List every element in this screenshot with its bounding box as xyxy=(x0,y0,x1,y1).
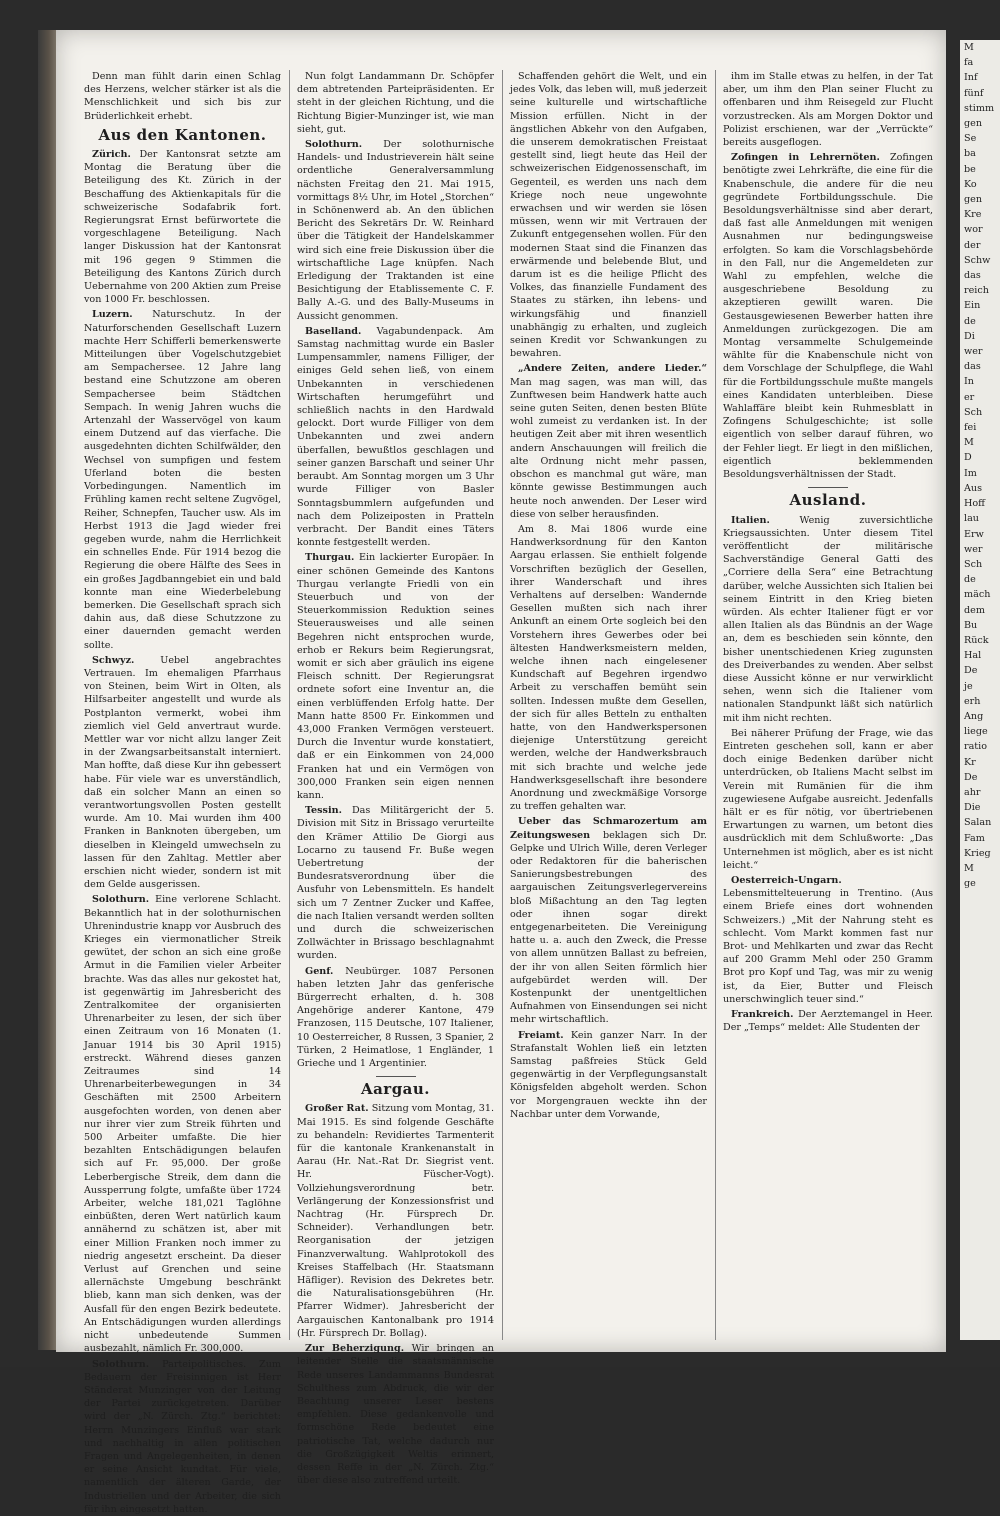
article-dateline: Schwyz. xyxy=(92,654,135,666)
adjacent-page-fragment: de xyxy=(964,574,976,586)
adjacent-page-fragment: gen xyxy=(964,194,982,206)
article-paragraph xyxy=(84,70,281,123)
article-dateline: Luzern. xyxy=(92,309,133,321)
adjacent-page-fragment: M xyxy=(964,862,974,874)
article-text: Schaffenden gehört die Welt, und ein jedes Volk, das leben will, muß jederzeit seine kulturelle und wirtschaftliche Mission erfüllen. Nicht in der ängstlichen Abkehr von den Aufgaben, die unserem demokratischen Freistaat gestellt sind, liegt heute das Heil der schweizerischen Eidgenossenschaft, im Gegenteil, es werden uns nach dem Kriege noch neue ungewohnte erwachsen und wir werden sie lösen müssen, wenn wir mit Vertrauen der Zukunft entgegensehen wollen. Für den modernen Staat sind die Finanzen das erwärmende und belebende Blut, und darum ist es die heilige Pflicht des Volkes, das finanzielle Fundament des Staates zu stärken, ihn lebens- und wirkungsfähig und finanziell unabhängig zu erhalten, und zugleich seinen Kredit vor Schwankungen zu bewahren. xyxy=(510,71,707,360)
column-4 xyxy=(723,70,933,1340)
article-text: Neubürger. 1087 Personen haben letzten Jahr das genferische Bürgerrecht erhalten, d. h. 308 Angehörige anderer Kantone, 479 Franzosen, 115 Deutsche, 107 Italiener, 10 Oesterreicher, 8 Russen, 3 Spanier, 2 Türken, 2 Heimatlose, 1 Engländer, 1 Grieche und 1 Argentinier. xyxy=(297,965,494,1070)
adjacent-page-fragment: Ang xyxy=(964,710,984,722)
article-dateline: Großer Rat. xyxy=(305,1103,369,1115)
adjacent-page-fragment: Aus xyxy=(964,482,983,494)
article-paragraph xyxy=(723,151,933,481)
adjacent-page-fragment: D xyxy=(964,452,972,464)
article-text: beklagen sich Dr. Gelpke und Ulrich Wille, deren Verleger oder Redaktoren für die baherischen Sanierungsbestrebungen des aargauischen Zeitungsverlegervereins bloß Mißachtung an den Tag legten oder ihnen sogar direkt entgegenarbeiteten. Die Vereinigung hatte u. a. auch den Zweck, die Presse von allem unnützen Ballast zu befreien, der ihr von allen Seiten förmlich hier aufgebürdet werden will. Der Kostenpunkt der unentgeltlichen Aufnahmen von Einsendungen sei nicht mehr wirtschaftlich. xyxy=(510,829,707,1026)
article-paragraph xyxy=(297,965,494,1071)
adjacent-page-fragment: erh xyxy=(964,695,981,707)
article-text: Der Kantonsrat setzte am Montag die Beratung über die Beteiligung des Kt. Zürich in der Beschaffung des Aktienkapitals für die schweizerische Sodafabrik fort. Regierungsrat Ernst befürwortete die vorgeschlagene Beteiligung. Nach langer Diskussion hat der Kantonsrat mit 196 gegen 9 Stimmen die Beteiligung des Kantons Zürich durch Uebernahme von 200 Aktien zum Preise von 1000 Fr. beschlossen. xyxy=(84,149,281,306)
adjacent-page-fragment: Schw xyxy=(964,254,991,266)
section-rule xyxy=(808,487,848,488)
section-heading: Aargau. xyxy=(360,1080,431,1099)
article-text: Am 8. Mai 1806 wurde eine Handwerksordnung für den Kanton Aargau erlassen. Sie enthielt folgende Vorschriften bezüglich der Gesellen, ihrer Wanderschaft und ihres Verhaltens auf derselben: Wandernde Gesellen mußten sich nach ihrer Ankunft an einem Orte sogleich bei den Vorstehern ihres Gewerbes oder bei ältesten Handwerksmeistern melden, welche ihnen nach eingelesener Kundschaft auf Begehren irgendwo Arbeit zu verschaffen bemüht sein sollten. Indessen mußte dem Gesellen, der sich für alles Betteln zu enthalten hatte, von den Handwerkspersonen diejenige Unterstützung gereicht werden, welche der Handwerksbrauch mit sich brachte und welche jede Handwerksgesellschaft ihre besondere Anordnung und zweckmäßige Vorsorge zu treffen gehalten war. xyxy=(510,523,707,813)
adjacent-page-fragment: ahr xyxy=(964,786,981,798)
adjacent-page-fragment: de xyxy=(964,315,976,327)
adjacent-page-fragment: Erw xyxy=(964,528,984,540)
adjacent-page-fragment: Rück xyxy=(964,634,989,646)
column-1 xyxy=(84,70,281,1515)
article-dateline: Thurgau. xyxy=(305,552,355,564)
article-dateline: Frankreich. xyxy=(731,1009,794,1021)
adjacent-page-fragment: Ein xyxy=(964,300,981,312)
article-dateline: Italien. xyxy=(731,514,770,526)
section-heading: Ausland. xyxy=(789,491,867,510)
article-text: Zofingen benötigte zwei Lehrkräfte, die eine für die Knabenschule, die andere für die neu gegründete Fortbildungsschule. Die Besoldungsverhältnisse sind aber derart, daß fast alle Anmeldungen mit wenigen Ausnahmen nur bedingungsweise erfolgten. So kam die Vorschlagsbehörde in den Fall, nur die Angemeldeten zur Wahl zu empfehlen, welche die ausgeschriebene Besoldung zu akzeptieren gewillt waren. Die Gestausgewiesenen Bewerber hatten ihre Anmeldungen zurückgezogen. Die am Montag versammelte Schulgemeinde wählte für die Knabenschule nicht von dem Vorschlage der Schulpflege, die Wahl für die Fortbildungsschule mußte mangels eines Kandidaten unterbleiben. Diese Wahlaffäre bleibt kein Ruhmesblatt in Zofingens Schulgeschichte; ist solle eigentlich von selber darauf führen, wo der Fehler liegt. Er liegt in den mißlichen, eigentlich beklemmenden Besoldungsverhältnissen der Stadt. xyxy=(723,152,933,481)
article-paragraph xyxy=(510,362,707,520)
adjacent-page-fragment: er xyxy=(964,391,975,403)
article-paragraph xyxy=(723,1008,933,1034)
adjacent-page-fragment: liege xyxy=(964,726,988,738)
article-paragraph xyxy=(510,523,707,813)
article-paragraph xyxy=(297,70,494,136)
adjacent-page-fragment: der xyxy=(964,239,981,251)
adjacent-page-fragment: Kre xyxy=(964,209,982,221)
adjacent-page-fragment: mäch xyxy=(964,589,991,601)
article-paragraph xyxy=(297,1342,494,1487)
adjacent-page-fragment: Kr xyxy=(964,756,976,768)
article-dateline: Tessin. xyxy=(305,805,342,817)
column-divider xyxy=(289,70,290,1340)
adjacent-page-fragment: M xyxy=(964,42,974,53)
article-paragraph xyxy=(297,1102,494,1340)
adjacent-page-fragment: Inf xyxy=(964,72,978,84)
article-text: Der Aerztemangel in Heer. Der „Temps“ meldet: Alle Studenten der xyxy=(723,1009,933,1034)
column-divider xyxy=(502,70,503,1340)
adjacent-page-fragment: Se xyxy=(964,133,977,145)
section-rule xyxy=(376,1076,416,1077)
article-text: Kein ganzer Narr. In der Strafanstalt Wohlen ließ ein letzten Samstag paßfreies Stück Geld gegenwärtig in der Verpflegungsanstalt Königsfelden abgeholt werden. Schon vor Morgengrauen weckte ihn der Nachbar unter dem Vorwande, xyxy=(510,1029,707,1120)
adjacent-page-fragment: lau xyxy=(964,513,979,525)
adjacent-page-fragment: Im xyxy=(964,467,977,479)
adjacent-page-edge xyxy=(960,40,1000,1340)
article-text: Eine verlorene Schlacht. Bekanntlich hat in der solothurnischen Uhrenindustrie knapp vor Ausbruch des Krieges ein viermonatlicher Streik gewütet, der schon an sich eine große Armut in die Familien vieler Arbeiter brachte. Was das alles nur gekostet hat, ist gegenwärtig im Jahresbericht des Zentralkomitee der organisierten Uhrenarbeiter zu lesen, der sich über einen Zeitraum von 16 Monaten (1. Januar 1914 bis 30 April 1915) erstreckt. Während dieses ganzen Zeitraumes sind 14 Uhrenarbeiterbewegungen in 34 Geschäften mit 2500 Arbeitern ausgefochten worden, von denen aber nur ihrer vier zum Streik führten und 500 Arbeiter umfaßte. Die hier bezahlten Entschädigungen belaufen sich auf Fr. 95,000. Der große Leberbergische Streik, dem dann die Aussperrung folgte, umfaßte über 1724 Arbeiter, welche 181,021 Taglöhne einbüßten, deren Wert natürlich kaum annähernd zu schätzen ist, aber mit einer Million Franken noch immer zu niedrig angesetzt erscheint. Da dieser Verlust auf Grenchen und seine allernächste Umgebung beschränkt blieb, kann man sich denken, was der Ausfall für den engen Bezirk bedeutete. An Entschädigungen wurden allerdings nicht unbedeutende Summen ausbezahlt, nämlich Fr. 300,000. xyxy=(84,894,281,1355)
article-columns xyxy=(84,70,938,1515)
adjacent-page-fragment: wor xyxy=(964,224,983,236)
article-dateline: Solothurn. xyxy=(305,139,363,151)
article-dateline: Solothurn. xyxy=(92,1358,150,1370)
article-text: Der solothurnische Handels- und Industrieverein hält seine ordentliche Generalversammlung nächsten Freitag den 21. Mai 1915, vormittags 8½ Uhr, im Hotel „Storchen“ in Schönenwerd ab. An den üblichen Bericht des Sekretärs Dr. W. Reinhard über die Tätigkeit der Handelskammer wird sich eine freie Diskussion über die wirtschaftliche Lage knüpfen. Nach Erledigung der Traktanden ist eine Besichtigung der Etablissemente C. F. Bally A.-G. und des Bally-Museums in Aussicht genommen. xyxy=(297,139,494,322)
adjacent-page-fragment: das xyxy=(964,361,981,373)
adjacent-page-fragment: reich xyxy=(964,285,989,297)
article-text: Parteipolitisches. Zum Bedauern der Freisinnigen ist Herr Ständerat Munzinger von der Leitung der Partei zurückgetreten. Darüber wird der „N. Zürch. Ztg.“ berichtet: Herrn Munzingers Einfluß war stark und nachhaltig in allen politischen Fragen und Angelegenheiten, in denen er seine Ansicht kundtat. Für viele, namentlich der älteren Garde, der Industriellen und der Arbeiter, die sich für ihn eingesetzt hatten. xyxy=(84,1358,281,1515)
adjacent-page-fragment: Die xyxy=(964,802,981,814)
adjacent-page-fragment: fa xyxy=(964,57,974,69)
article-paragraph xyxy=(297,551,494,802)
article-dateline: Freiamt. xyxy=(518,1029,564,1041)
book-spine xyxy=(38,30,56,1350)
article-paragraph xyxy=(297,138,494,323)
adjacent-page-fragment: wer xyxy=(964,346,983,358)
article-text: Wenig zuversichtliche Kriegsaussichten. Unter diesem Titel veröffentlicht der militärische Sachverständige General Gatti des „Corriere della Sera“ eine Betrachtung darüber, welche Aussichten sich Italien bei seinem Eintritt in den Krieg bieten würden. Als echter Italiener fügt er vor allen Italien als das Bündnis an der Wage an, dem es beschieden sein könnte, den bisher unentschiedenen Krieg zugunsten des Dreiverbandes zu wenden. Aber selbst diese Aussicht könne er nur verwirklicht sehen, wenn sich die Italiener vom nationalen Standpunkt läßt sich natürlich mit ihm nicht rechten. xyxy=(723,514,933,724)
adjacent-page-fragment: Salan xyxy=(964,817,992,829)
article-paragraph xyxy=(723,874,933,1006)
article-paragraph xyxy=(723,70,933,149)
article-text: Ein lackierter Europäer. In einer schönen Gemeinde des Kantons Thurgau verlangte Friedli von ein Steuerbuch und von der Steuerkommission Reduktion seines Steuerausweises und alle seinen Begehren nicht entsprochen wurde, erhob er Rekurs beim Regierungsrat, womit er sich aber gräulich ins eigene Fleisch schnitt. Der Regierungsrat ordnete sofort eine Inventur an, die einen verblüffenden Erfolg hatte. Der Mann hatte 8500 Fr. Einkommen und 43,000 Franken Vermögen versteuert. Durch die Inventur wurde konstatiert, daß er ein Einkommen von 24,000 Franken hat und ein Vermögen von 300,000 Franken sein eigen nennen kann. xyxy=(297,552,494,801)
article-paragraph xyxy=(297,325,494,549)
article-paragraph xyxy=(84,893,281,1355)
article-paragraph xyxy=(84,1358,281,1516)
article-dateline: Baselland. xyxy=(305,325,362,337)
article-text: Das Militärgericht der 5. Division mit Sitz in Brissago verurteilte den Krämer Attilio De Giorgi aus Locarno zu tausend Fr. Buße wegen Uebertretung der Bundesratsverordnung über die Ausfuhr von Lebensmitteln. Es handelt sich um 7 Zentner Zucker und Kaffee, die nach Italien versandt werden sollten und durch die schweizerischen Zollwächter in Brissago beschlagnahmt wurden. xyxy=(297,805,494,962)
article-text: Vagabundenpack. Am Samstag nachmittag wurde ein Basler Lumpensammler, namens Filliger, der einiges Geld sehen ließ, von einem Unbekannten in verschiedenen Wirtschaften herumgeführt und schließlich nachts in den Hardwald gelockt. Dort wurde Filliger von dem Unbekannten und zwei andern überfallen, bewußtlos geschlagen und seiner ganzen Barschaft und seiner Uhr beraubt. Am Sonntag morgen um 3 Uhr wurde Filliger von Basler Sonntagsbummlern aufgefunden und nach dem Polizeiposten in Pratteln verbracht. Der Bandit eines Täters konnte festgestellt werden. xyxy=(297,325,494,549)
adjacent-page-fragment: M xyxy=(964,437,974,449)
section-heading: Aus den Kantonen. xyxy=(98,125,267,144)
adjacent-page-fragment: be xyxy=(964,163,976,175)
article-dateline: Genf. xyxy=(305,965,334,977)
column-3 xyxy=(510,70,707,1340)
column-2 xyxy=(297,70,494,1487)
adjacent-page-fragment: Bu xyxy=(964,619,978,631)
adjacent-page-fragment: wer xyxy=(964,543,983,555)
article-paragraph xyxy=(84,148,281,306)
article-dateline: Zofingen in Lehrernöten. xyxy=(731,152,880,164)
column-divider xyxy=(715,70,716,1340)
article-dateline: Ueber das Schmarozertum am Zeitungswesen xyxy=(510,816,707,841)
article-text: Denn man fühlt darin einen Schlag des Herzens, welcher stärker ist als die Menschlichkeit und sich bis zur Brüderlichkeit erhebt. xyxy=(84,71,281,122)
adjacent-page-fragment: stimm xyxy=(964,102,995,114)
article-paragraph xyxy=(723,727,933,872)
article-dateline: Oesterreich-Ungarn. xyxy=(731,874,842,886)
adjacent-page-fragment: Di xyxy=(964,330,975,342)
adjacent-page-fragment: gen xyxy=(964,118,982,130)
adjacent-page-fragment: ba xyxy=(964,148,976,160)
adjacent-page-fragment: das xyxy=(964,270,981,282)
adjacent-page-fragment: De xyxy=(964,771,978,783)
article-paragraph xyxy=(297,804,494,962)
article-paragraph xyxy=(84,308,281,651)
adjacent-page-fragment: Ko xyxy=(964,178,977,190)
adjacent-page-fragment: Sch xyxy=(964,406,983,418)
article-text: Nun folgt Landammann Dr. Schöpfer dem abtretenden Parteipräsidenten. Er steht in der gleichen Richtung, und die Richtung Bigier-Munzinger ist, wie man sieht, gut. xyxy=(297,71,494,135)
article-dateline: Solothurn. xyxy=(92,894,150,906)
adjacent-page-fragment: Krieg xyxy=(964,847,991,859)
adjacent-page-fragment: De xyxy=(964,665,978,677)
adjacent-page-fragment: Hoff xyxy=(964,498,985,510)
article-paragraph xyxy=(510,70,707,360)
article-text: Bei näherer Prüfung der Frage, wie das Eintreten geschehen soll, kann er aber doch einige Bedenken darüber nicht unterdrücken, ob Italiens Macht selbst im Verein mit Rumänien für die ihm zugewiesene Aufgabe ausreicht. Jedenfalls hält er es für nötig, vor übertriebenen Erwartungen zu warnen, um betont dies ausdrücklich mit dem Schlußworte: „Das Unternehmen ist möglich, aber es ist nicht leicht.“ xyxy=(723,727,933,871)
adjacent-page-fragment: dem xyxy=(964,604,985,616)
article-text: Sitzung vom Montag, 31. Mai 1915. Es sind folgende Geschäfte zu behandeln: Revidiertes Tarmenterit für die kantonale Krankenanstalt in Aarau (Hr. Nat.-Rat Dr. Siegrist vent. Hr. Füscher-Vogt). Vollziehungsverordnung betr. Verlängerung der Konzessionsfrist und Nachtrag (Hr. Fürsprech Dr. Schneider). Verhandlungen betr. Reorganisation der jetzigen Finanzverwaltung. Wahlprotokoll des Kreises Staffelbach (Hr. Staatsmann Häfliger). Revision des Dekretes betr. die Naturalisationsgebühren (Hr. Pfarrer Widmer). Jahresbericht der Aargauischen Kantonalbank pro 1914 (Hr. Fürsprech Dr. Bollag). xyxy=(297,1103,494,1339)
article-paragraph xyxy=(510,1029,707,1121)
article-text: ihm im Stalle etwas zu helfen, in der Tat aber, um ihm den Plan seiner Flucht zu offenbaren und ihm Reisegeld zur Flucht vorzustrecken. Als am Morgen Doktor und Polizist erschienen, war der „Verrückte“ bereits ausgeflogen. xyxy=(723,71,933,149)
adjacent-page-fragment: Hal xyxy=(964,650,982,662)
adjacent-page-fragment: je xyxy=(964,680,973,692)
article-text: Wir bringen an leitender Stelle die staatsmännische Rede unseres Landammanns Bundesrat Schulthess zum Abdruck, die wir der Beachtung unserer Leser bestens empfehlen. Diese gedankenvolle und formschöne Rede bedeutet eine patriotische Tat, welche dadurch nur die Großzügigkeit Weltis erinnert, dessen Reffe in der „N. Zürch. Ztg.“ über diese also zutreffend urteilt. xyxy=(297,1343,494,1487)
article-dateline: Zur Beherzigung. xyxy=(305,1343,405,1355)
adjacent-page-fragment: Fam xyxy=(964,832,985,844)
article-paragraph xyxy=(510,815,707,1026)
article-dateline: „Andere Zeiten, andere Lieder.“ xyxy=(518,363,707,375)
adjacent-page-fragment: fünf xyxy=(964,87,984,99)
adjacent-page-fragment: In xyxy=(964,376,974,388)
article-paragraph xyxy=(84,654,281,892)
adjacent-page-fragment: Sch xyxy=(964,558,983,570)
article-text: Lebensmittelteuerung in Trentino. (Aus einem Briefe eines dort wohnenden Schweizers.) „Mit der Nahrung steht es schlecht. Vom Markt kommen fast nur Brot- und Mehlkarten und zwar das Recht auf 200 Gramm Mehl oder 250 Gramm Brot pro Kopf und Tag, was mir zu wenig ist, da Eier, Butter und Fleisch unerschwinglich teuer sind.“ xyxy=(723,888,933,1005)
article-text: Uebel angebrachtes Vertrauen. Im ehemaligen Pfarrhaus von Steinen, beim Wirt in Olten, als Hilfsarbeiter angestellt und wurde als Postplanton vermerkt, wobei ihm ziemlich viel Geld anvertraut wurde. Mettler war vor nicht allzu langer Zeit in der Zwangsarbeitsanstalt interniert. Man hoffte, daß diese Kur ihn gebessert habe. Für viele war es unverständlich, daß ein solcher Mann an einen so verantwortungsvollen Posten gestellt wurde. Am 10. Mai wurden ihm 400 Franken in Banknoten übergeben, um dieselben in Kleingeld umwechseln zu lassen für den Zahltag. Mettler aber erschien nicht wieder, sondern ist mit dem Gelde ausgerissen. xyxy=(84,654,281,891)
adjacent-page-fragment: fei xyxy=(964,422,977,434)
article-paragraph xyxy=(723,514,933,725)
article-dateline: Zürich. xyxy=(92,149,131,161)
article-text: Naturschutz. In der Naturforschenden Gesellschaft Luzern machte Herr Schifferli bemerkenswerte Mitteilungen über Vogelschutzgebiet am Sempachersee. 12 Jahre lang bestand eine Schutzzone am oberen Sempachersee beim Städtchen Sempach. In wenig Jahren wuchs die Artenzahl der Wasservögel von kaum einem Dutzend auf das vierfache. Die ausgedehnten dichten Schilfwälder, den Wechsel von sumpfigen und festem Uferland boten die besten Vorbedingungen. Namentlich im Frühling kamen recht seltene Zugvögel, Reiher, Schnepfen, Taucher usw. Als im Herbst 1913 die Jagd wieder frei gegeben wurde, nahm die Herrlichkeit ein schnelles Ende. Für 1914 bezog die Regierung die obere Hälfte des Sees in ein großes Jagdbanngebiet ein und bald konnte man eine Wiederbelebung bemerken. Die Gesellschaft sprach sich dahin aus, daß diese Schutzzone zu einer dauernden gemacht werden sollte. xyxy=(84,309,281,651)
adjacent-page-fragment: ge xyxy=(964,878,976,890)
adjacent-page-fragment: ratio xyxy=(964,741,988,753)
article-text: Man mag sagen, was man will, das Zunftwesen beim Handwerk hatte auch seine guten Seiten, denen besten Blüte wohl zumeist zu verdanken ist. In der heutigen Zeit aber mit ihren wesentlich andern Anschauungen will freilich die alte Ordnung nicht mehr passen, obschon es manchmal gut wäre, man könnte gewisse Bestimmungen auch heute noch anwenden. Der Leser wird diese von selber herausfinden. xyxy=(510,376,707,520)
